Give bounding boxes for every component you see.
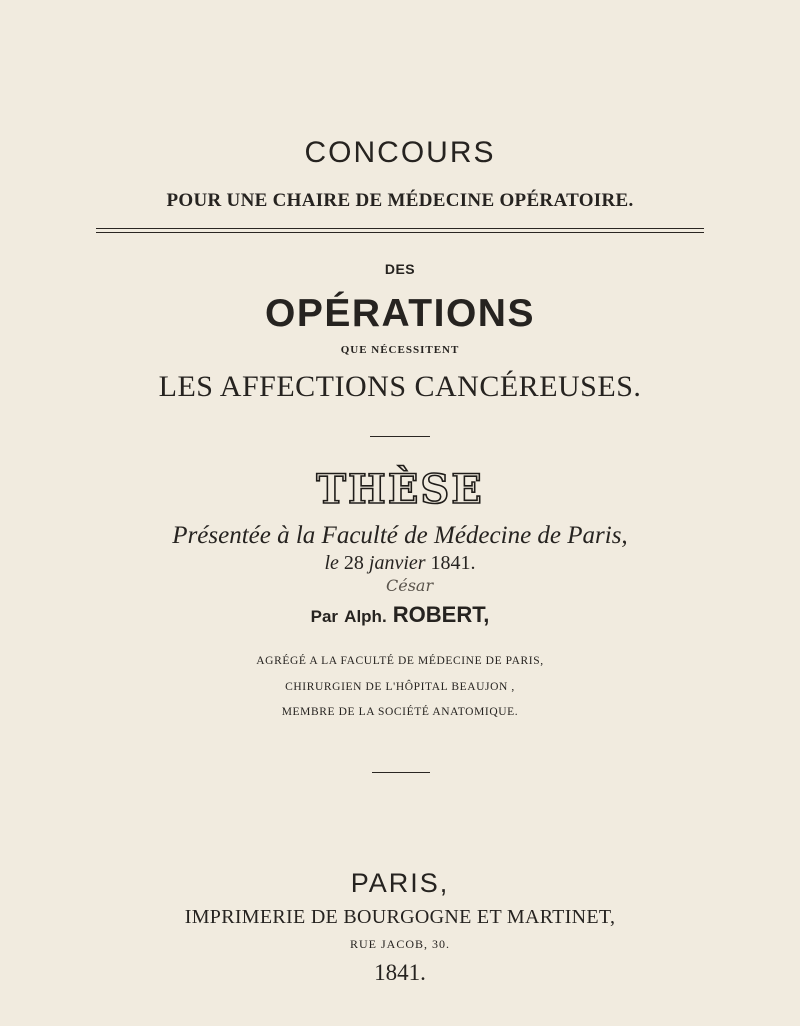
imprint-address: RUE JACOB, 30. [349, 937, 450, 951]
affections-title: LES AFFECTIONS CANCÉREUSES. [158, 370, 642, 403]
presentation-line: Présentée à la Faculté de Médecine de Paris, [172, 522, 628, 549]
author-line [0, 602, 800, 628]
date-month: janvier [368, 552, 426, 574]
these-title: THÈSE [316, 466, 484, 513]
date-prefix: le [324, 552, 339, 574]
double-divider [96, 228, 704, 233]
operations-title: OPÉRATIONS [265, 292, 535, 335]
concours-heading: CONCOURS [304, 136, 496, 169]
chaire-subheading: POUR UNE CHAIRE DE MÉDECINE OPÉRATOIRE. [166, 190, 634, 211]
des-label: DES [384, 261, 416, 277]
imprint-printer: IMPRIMERIE DE BOURGOGNE ET MARTINET, [184, 906, 616, 928]
presentation-date [0, 552, 800, 575]
credential-membre: MEMBRE DE LA SOCIÉTÉ ANATOMIQUE. [281, 706, 519, 718]
divider-short [370, 436, 430, 437]
credential-chirurgien: CHIRURGIEN DE L'HÔPITAL BEAUJON , [285, 681, 515, 693]
author-first-name: Alph. [344, 607, 387, 626]
divider-short-lower [372, 772, 430, 773]
necessitent-label: QUE NÉCESSITENT [340, 344, 460, 356]
date-day: 28 [343, 552, 364, 574]
author-par: Par [310, 607, 339, 626]
author-last-name: ROBERT, [392, 602, 490, 627]
imprint-year: 1841. [374, 960, 426, 985]
date-year: 1841. [430, 552, 476, 574]
credential-agrege: AGRÉGÉ A LA FACULTÉ DE MÉDECINE DE PARIS, [256, 655, 544, 667]
handwritten-annotation: César [386, 576, 434, 595]
imprint-city: PARIS, [350, 868, 450, 898]
